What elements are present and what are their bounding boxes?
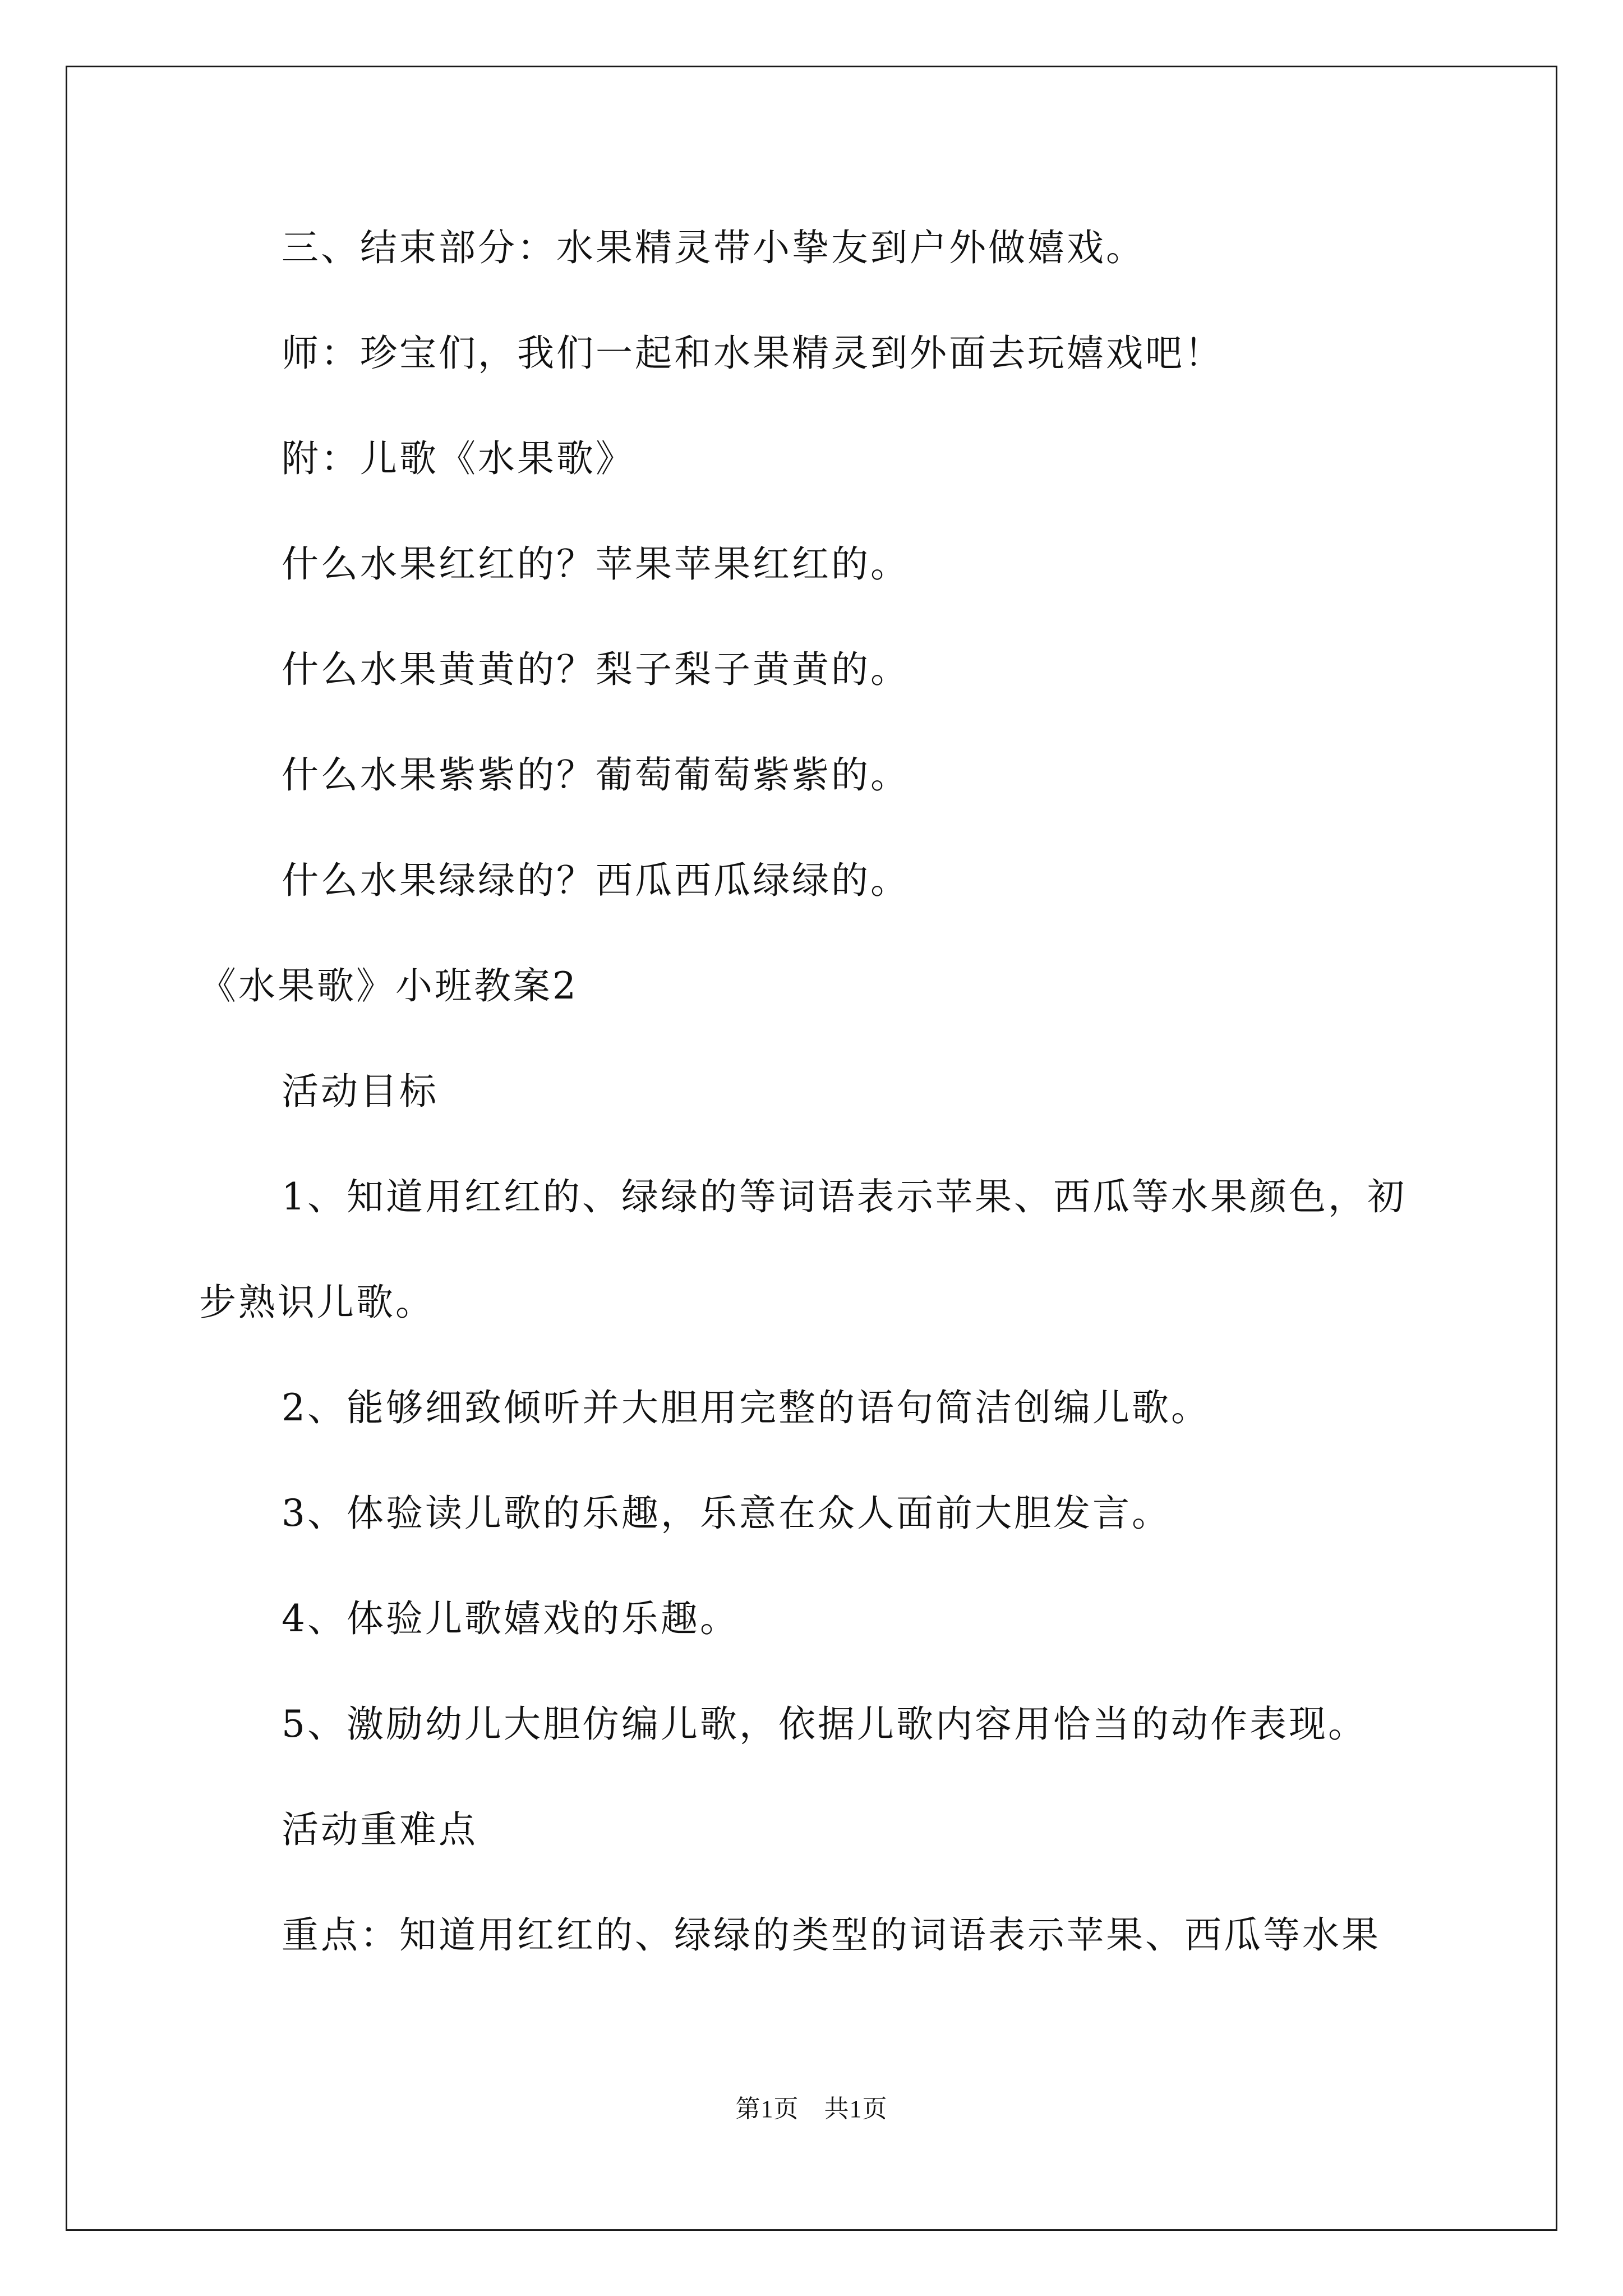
song-line-purple: 什么水果紫紫的？葡萄葡萄紫紫的。 bbox=[282, 753, 910, 797]
goal-4: 4、体验儿歌嬉戏的乐趣。 bbox=[282, 1597, 739, 1640]
heading-key-difficulties: 活动重难点 bbox=[282, 1808, 478, 1851]
heading-activity-goals: 活动目标 bbox=[282, 1070, 439, 1113]
goal-3: 3、体验读儿歌的乐趣，乐意在众人面前大胆发言。 bbox=[282, 1492, 1171, 1535]
goal-5: 5、激励幼儿大胆仿编儿歌，依据儿歌内容用恰当的动作表现。 bbox=[282, 1703, 1367, 1746]
song-line-red: 什么水果红红的？苹果苹果红红的。 bbox=[282, 542, 910, 586]
section-title: 《水果歌》小班教案2 bbox=[199, 964, 578, 1007]
paragraph-ending-section: 三、结束部分：水果精灵带小挚友到户外做嬉戏。 bbox=[282, 226, 1145, 269]
page-number: 第1页 共1页 bbox=[735, 2095, 888, 2123]
key-point-line: 重点：知道用红红的、绿绿的类型的词语表示苹果、西瓜等水果 bbox=[282, 1913, 1381, 1957]
song-line-yellow: 什么水果黄黄的？梨子梨子黄黄的。 bbox=[282, 648, 910, 691]
paragraph-appendix: 附：儿歌《水果歌》 bbox=[282, 437, 635, 480]
goal-1-line-2: 步熟识儿歌。 bbox=[199, 1281, 435, 1324]
page-border bbox=[66, 66, 1557, 2231]
song-line-green: 什么水果绿绿的？西瓜西瓜绿绿的。 bbox=[282, 859, 910, 902]
goal-1-line-1: 1、知道用红红的、绿绿的等词语表示苹果、西瓜等水果颜色，初 bbox=[282, 1175, 1407, 1218]
goal-2: 2、能够细致倾听并大胆用完整的语句简洁创编儿歌。 bbox=[282, 1386, 1210, 1429]
paragraph-teacher-line: 师：珍宝们，我们一起和水果精灵到外面去玩嬉戏吧！ bbox=[282, 332, 1224, 375]
